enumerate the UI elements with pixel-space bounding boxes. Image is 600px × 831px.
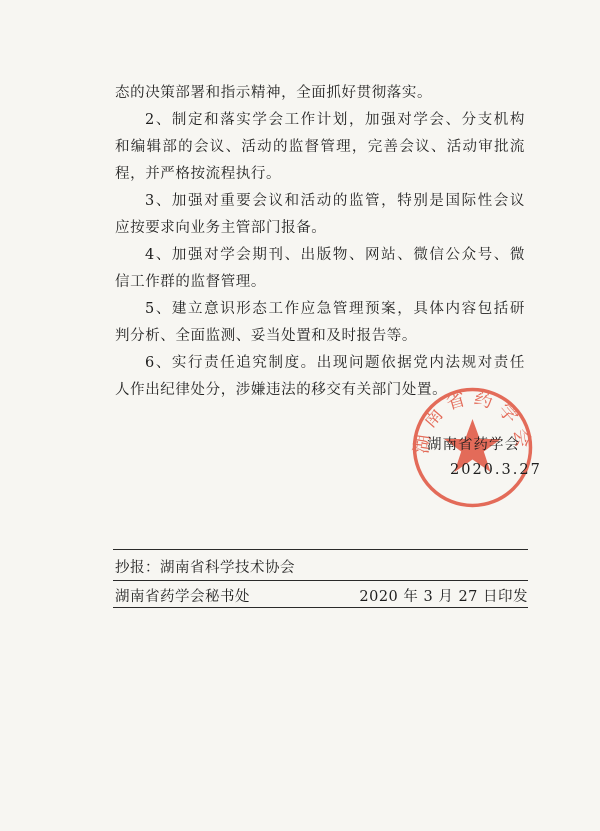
paragraph-line: 判分析、全面监测、妥当处置和及时报告等。: [115, 328, 417, 344]
paragraph-line: 2、制定和落实学会工作计划，加强对学会、分支机构: [145, 112, 525, 128]
paragraph-line: 应按要求向业务主管部门报备。: [115, 220, 327, 236]
footer-middle-rule: [113, 580, 528, 581]
footer-top-rule: [113, 549, 528, 550]
paragraph-line: 5、建立意识形态工作应急管理预案，具体内容包括研: [145, 301, 525, 317]
paragraph-line: 6、实行责任追究制度。出现问题依据党内法规对责任: [145, 355, 525, 371]
footer-bottom-rule: [113, 607, 528, 608]
paragraph-line: 3、加强对重要会议和活动的监管，特别是国际性会议: [145, 193, 525, 209]
signature-date: 2020.3.27: [450, 462, 542, 478]
paragraph-line: 信工作群的监督管理。: [115, 274, 266, 290]
issuer-name: 湖南省药学会秘书处: [115, 589, 250, 605]
paragraph-line: 和编辑部的会议、活动的监督管理，完善会议、活动审批流: [115, 139, 525, 155]
paragraph-line: 态的决策部署和指示精神，全面抓好贯彻落实。: [115, 85, 433, 101]
signature-organization: 湖南省药学会: [427, 437, 520, 453]
document-body: [115, 80, 525, 404]
paragraph-line: 人作出纪律处分，涉嫌违法的移交有关部门处置。: [115, 382, 448, 398]
cc-line: 抄报：湖南省科学技术协会: [115, 560, 295, 576]
issue-date: 2020 年 3 月 27 日印发: [359, 589, 528, 605]
paragraph-line: 4、加强对学会期刊、出版物、网站、微信公众号、微: [145, 247, 525, 263]
paragraph-line: 程，并严格按流程执行。: [115, 166, 282, 182]
seal-text: 湖南省药学会: [410, 386, 535, 456]
